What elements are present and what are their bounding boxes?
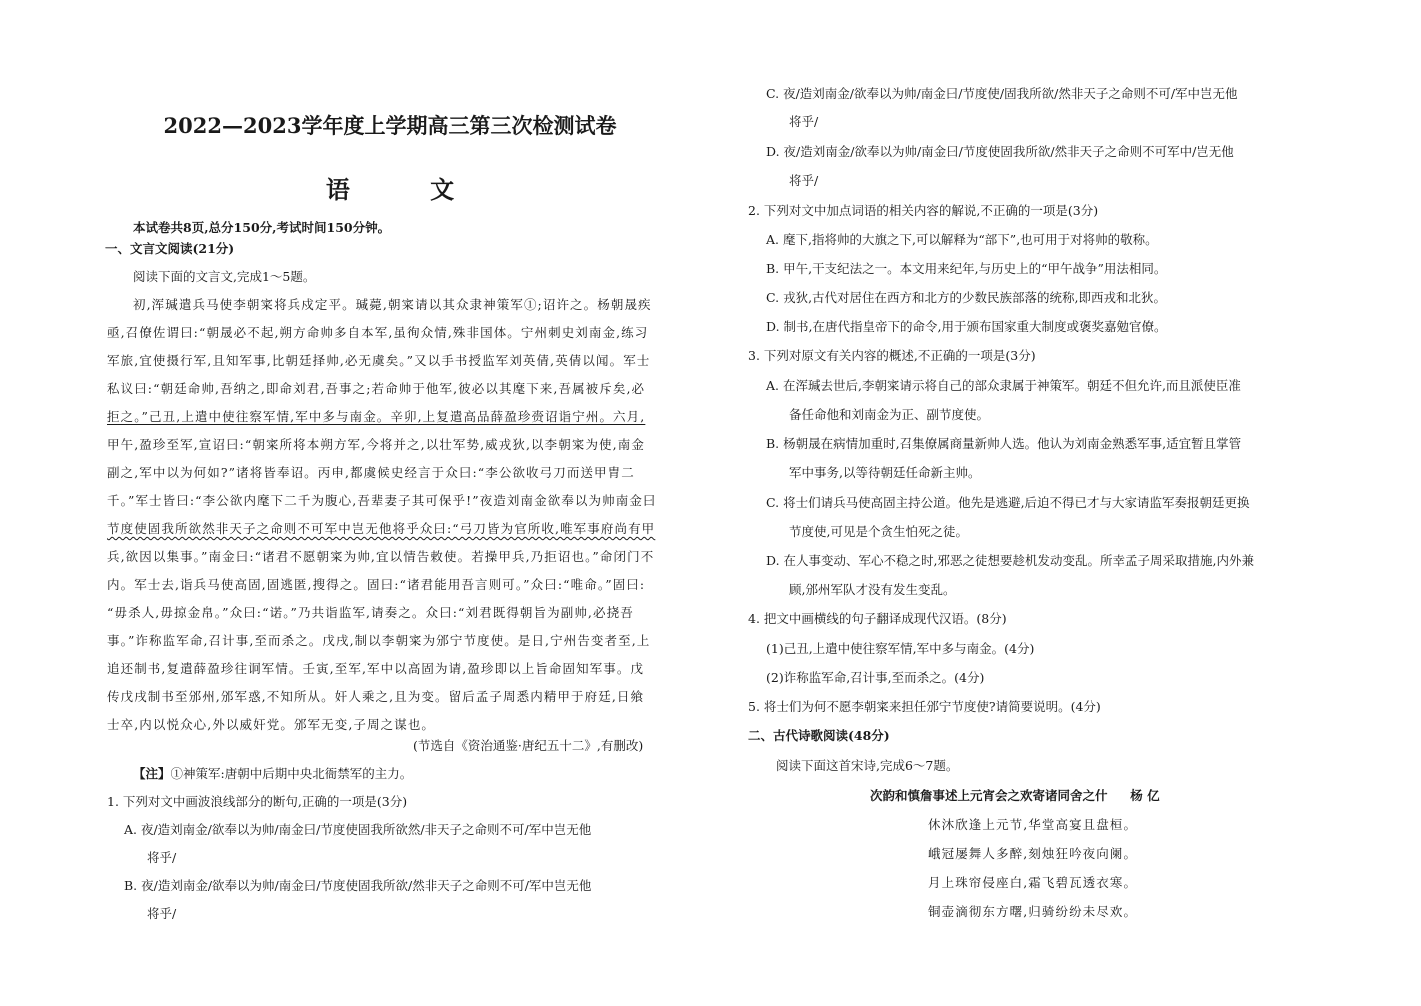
passage-line-underlined: 拒之。”己丑,上遣中使往察军情,军中多与南金。辛卯,上复遣高品薛盈珍赍诏诣宁州。六月, xyxy=(107,409,646,424)
poem-title: 次韵和慎詹事述上元宵会之欢寄诸同舍之什 xyxy=(870,788,1108,803)
q1-option-d-cont: 将乎/ xyxy=(789,173,819,188)
annotation-label: 【注】 xyxy=(133,766,171,781)
q2-stem: 2. 下列对文中加点词语的相关内容的解说,不正确的一项是(3分) xyxy=(748,203,1099,218)
q3-option-b-cont: 军中事务,以等待朝廷任命新主帅。 xyxy=(789,465,981,480)
exam-note: 本试卷共8页,总分150分,考试时间150分钟。 xyxy=(133,220,391,235)
passage-line-underlined: 事。”诈称监军命,召计事,至而杀之。戊戌,制以李朝寀为邠宁节度使。是日,宁州告变者至,上 xyxy=(107,633,651,648)
q3-option-d: D. 在人事变动、军心不稳之时,邪恶之徒想要趁机发动变乱。所幸孟子周采取措施,内外兼 xyxy=(766,553,1254,568)
section2-instruction: 阅读下面这首宋诗,完成6～7题。 xyxy=(776,758,959,773)
passage-line: 副之,军中以为何如?”诸将皆奉诏。丙申,都虞候史经言于众曰:“李公欲收弓刀而送甲胄二 xyxy=(107,465,635,480)
poem-line: 峨冠屡舞人多醉,刻烛狂吟夜向阑。 xyxy=(928,846,1138,861)
q1-option-c: C. 夜/造刘南金/欲奉以为帅/南金曰/节度使/固我所欲/然非天子之命则不可/军中岂无他 xyxy=(766,86,1238,101)
q4-sentence-1: (1)己丑,上遣中使往察军情,军中多与南金。(4分) xyxy=(766,641,1035,656)
q1-option-a: A. 夜/造刘南金/欲奉以为帅/南金曰/节度使固我所欲然/非天子之命则不可/军中岂无他 xyxy=(124,822,592,837)
section1-instruction: 阅读下面的文言文,完成1～5题。 xyxy=(133,269,316,284)
annotation-text: ①神策军:唐朝中后期中央北衙禁军的主力。 xyxy=(170,766,413,781)
q1-stem: 1. 下列对文中画波浪线部分的断句,正确的一项是(3分) xyxy=(107,794,408,809)
q2-option-b: B. 甲午,干支纪法之一。本文用来纪年,与历史上的“甲午战争”用法相同。 xyxy=(766,261,1167,276)
q3-option-b: B. 杨朝晟在病情加重时,召集僚属商量新帅人选。他认为刘南金熟悉军事,适宜暂且掌管 xyxy=(766,436,1242,451)
q2-option-d: D. 制书,在唐代指皇帝下的命令,用于颁布国家重大制度或褒奖嘉勉官僚。 xyxy=(766,319,1167,334)
passage-source: (节选自《资治通鉴·唐纪五十二》,有删改) xyxy=(413,738,644,753)
q2-option-a: A. 麾下,指将帅的大旗之下,可以解释为“部下”,也可用于对将帅的敬称。 xyxy=(766,232,1158,247)
passage-line-wavy: 节度使固我所欲然非天子之命则不可军中岂无他将乎众曰:“弓刀皆为官所收,唯军事府尚有甲 xyxy=(107,521,656,536)
q4-sentence-2: (2)诈称监军命,召计事,至而杀之。(4分) xyxy=(766,670,985,685)
q1-option-c-cont: 将乎/ xyxy=(789,114,819,129)
q1-option-a-cont: 将乎/ xyxy=(147,850,177,865)
passage-line: 初,浑瑊遣兵马使李朝寀将兵戍定平。瑊薨,朝寀请以其众隶神策军①;诏许之。杨朝晟疾 xyxy=(133,297,652,312)
poem-line: 铜壶滴彻东方曙,归骑纷纷未尽欢。 xyxy=(928,904,1138,919)
q2-option-c: C. 戎狄,古代对居住在西方和北方的少数民族部落的统称,即西戎和北狄。 xyxy=(766,290,1167,305)
q3-stem: 3. 下列对原文有关内容的概述,不正确的一项是(3分) xyxy=(748,348,1036,363)
passage-line: 私议曰:“朝廷命帅,吾纳之,即命刘君,吾事之;若命帅于他军,彼必以其麾下来,吾属被斥矣,必 xyxy=(107,381,646,396)
q1-option-b: B. 夜/造刘南金/欲奉以为帅/南金曰/节度使固我所欲/然非天子之命则不可/军中岂无他 xyxy=(124,878,592,893)
q1-option-d: D. 夜/造刘南金/欲奉以为帅/南金曰/节度使固我所欲/然非天子之命则不可军中/岂无他 xyxy=(766,144,1234,159)
passage-line: 传戊戌制书至邠州,邠军惑,不知所从。奸人乘之,且为变。留后孟子周悉内精甲于府廷,日飨 xyxy=(107,689,645,704)
passage-line: 追还制书,复遣薛盈珍往诇军情。壬寅,至军,军中以高固为请,盈珍即以上旨命固知军事。戊 xyxy=(107,661,645,676)
section2-heading: 二、古代诗歌阅读(48分) xyxy=(748,728,890,743)
q4-stem: 4. 把文中画横线的句子翻译成现代汉语。(8分) xyxy=(748,611,1007,626)
q1-option-b-cont: 将乎/ xyxy=(147,906,177,921)
exam-title: 2022—2023学年度上学期高三第三次检测试卷 xyxy=(163,113,617,138)
subject-title: 语 文 xyxy=(325,175,491,204)
passage-line-wavy: 千。”军士皆曰:“李公欲内麾下二千为腹心,吾辈妻子其可保乎!”夜造刘南金欲奉以为帅南金曰 xyxy=(107,493,657,508)
q3-option-c-cont: 节度使,可见是个贪生怕死之徒。 xyxy=(789,524,968,539)
section1-heading: 一、文言文阅读(21分) xyxy=(105,241,235,256)
passage-line: 军旅,宜使摄行军,且知军事,比朝廷择帅,必无虞矣。”又以手书授监军刘英倩,英倩以闻。军士 xyxy=(107,353,651,368)
passage-line: 甲午,盈珍至军,宣诏曰:“朝寀所将本朔方军,今将并之,以壮军势,威戎狄,以李朝寀为使,南金 xyxy=(107,437,645,452)
passage-line: 士卒,内以悦众心,外以威奸党。邠军无变,子周之谋也。 xyxy=(107,717,436,732)
passage-line: 兵,欲因以集事。”南金曰:“诸君不愿朝寀为帅,宜以情告敕使。若操甲兵,乃拒诏也。”命闭门不 xyxy=(107,549,655,564)
q5-stem: 5. 将士们为何不愿李朝寀来担任邠宁节度使?请简要说明。(4分) xyxy=(748,699,1101,714)
passage-line: 内。军士去,诣兵马使高固,固逃匿,搜得之。固曰:“诸君能用吾言则可。”众曰:“唯命。”固曰: xyxy=(107,577,646,592)
passage-line: 亟,召僚佐谓曰:“朝晟必不起,朔方命帅多自本军,虽徇众情,殊非国体。宁州刺史刘南金,练习 xyxy=(107,325,649,340)
q3-option-c: C. 将士们请兵马使高固主持公道。他先是逃避,后迫不得已才与大家请监军奏报朝廷更换 xyxy=(766,495,1250,510)
passage-line: “毋杀人,毋掠金帛。”众曰:“诺。”乃共诣监军,请奏之。众曰:“刘君既得朝旨为副帅,必挠吾 xyxy=(107,605,634,620)
poem-line: 月上珠帘侵座白,霜飞碧瓦透衣寒。 xyxy=(928,875,1138,890)
poem-author: 杨 亿 xyxy=(1130,788,1160,803)
poem-line: 休沐欣逢上元节,华堂高宴且盘桓。 xyxy=(928,817,1138,832)
q3-option-a-cont: 备任命他和刘南金为正、副节度使。 xyxy=(789,407,990,422)
q3-option-d-cont: 顾,邠州军队才没有发生变乱。 xyxy=(789,582,956,597)
q3-option-a: A. 在浑瑊去世后,李朝寀请示将自己的部众隶属于神策军。朝廷不但允许,而且派使臣准 xyxy=(766,378,1241,393)
